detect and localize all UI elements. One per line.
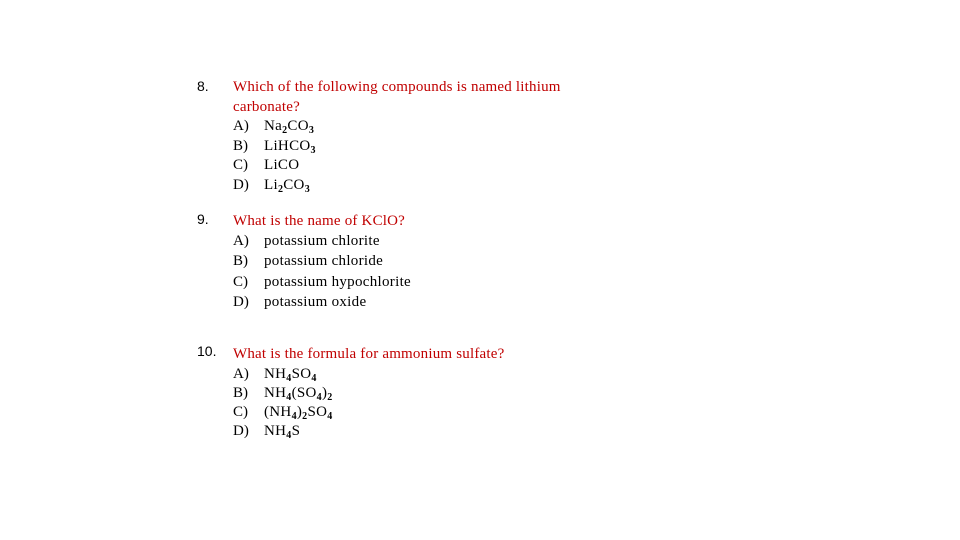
question-number: 10. <box>197 343 217 359</box>
subscript: 4 <box>327 410 333 422</box>
answer-option <box>233 117 613 137</box>
formula-text: ) <box>321 384 328 401</box>
formula-text: Na <box>264 118 283 134</box>
subscript: 4 <box>316 391 322 403</box>
answer-option <box>233 403 613 422</box>
option-letter: B) <box>233 384 248 401</box>
option-text <box>264 403 333 422</box>
subscript: 2 <box>282 125 288 136</box>
option-letter: B) <box>233 253 248 269</box>
formula-text: potassium chlorite <box>264 232 380 249</box>
formula-text: CO <box>287 118 309 134</box>
formula-text: LiHCO <box>264 137 311 154</box>
option-text <box>264 117 314 137</box>
subscript: 4 <box>311 372 317 384</box>
formula-text: SO <box>307 403 328 420</box>
option-letter: C) <box>233 157 248 173</box>
subscript: 4 <box>286 391 292 403</box>
option-letter: D) <box>233 176 249 193</box>
option-letter: D) <box>233 422 249 439</box>
option-text <box>264 156 299 176</box>
question-8 <box>233 78 613 195</box>
formula-text: (NH <box>264 403 292 420</box>
subscript: 3 <box>304 183 310 195</box>
subscript: 2 <box>302 410 308 422</box>
answer-option <box>233 293 613 314</box>
answer-option <box>233 176 613 196</box>
option-text <box>264 422 300 441</box>
answer-options <box>233 117 613 195</box>
question-text: What is the name of KClO? <box>233 213 406 229</box>
option-letter: A) <box>233 365 249 382</box>
subscript: 4 <box>291 410 297 422</box>
question-text: What is the formula for ammonium sulfate? <box>233 346 505 362</box>
formula-text: LiCO <box>264 157 300 173</box>
answer-options <box>233 365 613 441</box>
option-letter: A) <box>233 232 249 249</box>
formula-text: NH <box>264 365 287 382</box>
answer-option <box>233 422 613 441</box>
question-text: Which of the following compounds is named lithium carbonate? <box>233 79 561 115</box>
question-10 <box>233 345 613 441</box>
subscript: 2 <box>277 183 284 195</box>
formula-text: NH <box>264 384 287 401</box>
answer-option <box>233 384 613 403</box>
formula-text: potassium chloride <box>264 253 384 269</box>
answer-options <box>233 232 613 314</box>
formula-text: ) <box>296 403 303 420</box>
subscript: 3 <box>310 144 316 156</box>
formula-text: CO <box>283 176 305 193</box>
option-letter: B) <box>233 137 248 154</box>
formula-text: S <box>291 422 301 439</box>
option-text <box>264 137 316 157</box>
question-number: 9. <box>197 211 209 227</box>
formula-text: potassium oxide <box>264 294 367 310</box>
option-text <box>264 273 411 294</box>
option-letter: A) <box>233 118 249 134</box>
subscript: 3 <box>308 125 315 136</box>
option-letter: D) <box>233 294 249 310</box>
formula-text: potassium hypochlorite <box>264 273 411 290</box>
option-text <box>264 365 317 384</box>
answer-option <box>233 232 613 253</box>
subscript: 4 <box>286 372 292 384</box>
option-text <box>264 384 333 403</box>
option-letter: C) <box>233 403 248 420</box>
option-text <box>264 293 366 314</box>
option-text <box>264 232 380 253</box>
subscript: 2 <box>327 391 333 403</box>
answer-option <box>233 137 613 157</box>
option-letter: C) <box>233 273 248 290</box>
option-text <box>264 176 310 196</box>
formula-text: (SO <box>291 384 317 401</box>
subscript: 4 <box>286 429 292 441</box>
question-number: 8. <box>197 78 209 94</box>
answer-option <box>233 156 613 176</box>
formula-text: NH <box>264 422 287 439</box>
option-text <box>264 252 383 273</box>
answer-option <box>233 273 613 294</box>
answer-option <box>233 252 613 273</box>
question-9 <box>233 212 613 314</box>
formula-text: Li <box>264 176 278 193</box>
answer-option <box>233 365 613 384</box>
formula-text: SO <box>291 365 312 382</box>
